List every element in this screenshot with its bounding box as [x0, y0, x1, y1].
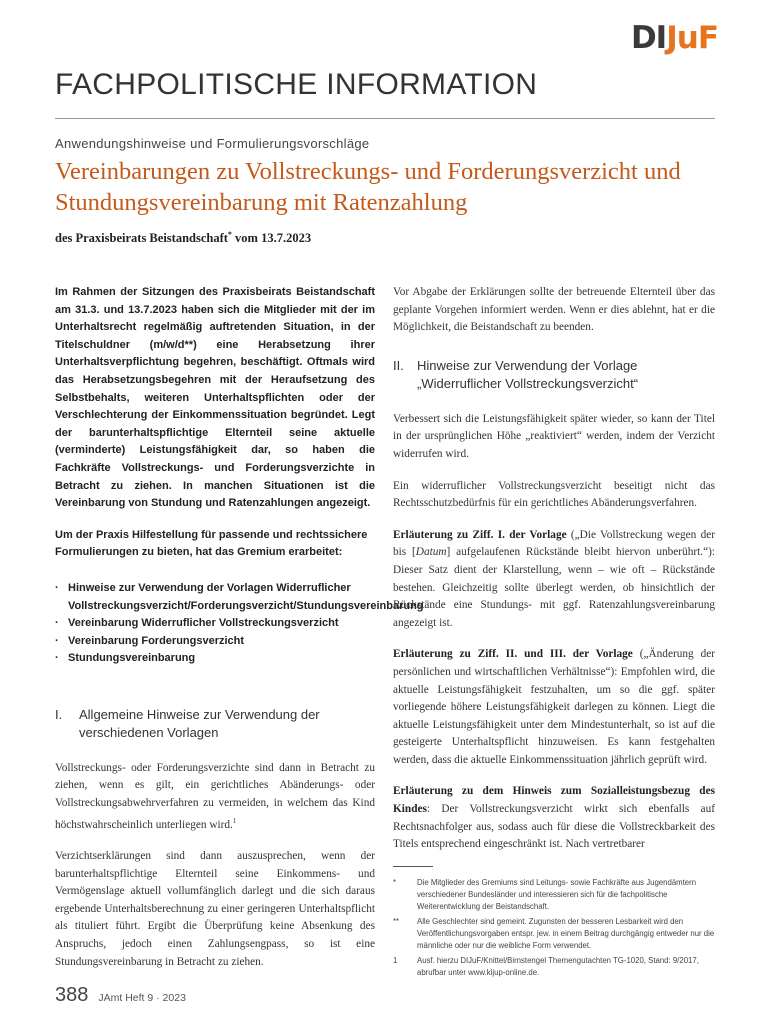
section-title: Hinweise zur Verwendung der Vorlage „Widerruflicher Vollstreckungsverzicht“	[417, 357, 639, 391]
section-header: FACHPOLITISCHE INFORMATION	[55, 68, 538, 101]
page-number: 388	[55, 984, 89, 1006]
paragraph-text: Vollstreckungs- oder Forderungsverzichte sind dann in Betracht zu ziehen, wenn es gilt, ein gerichtliches Abänderungs- oder Vollstreckungsabwehrverfahren zu vermeiden, in welchem das Kind höchstwahrscheinlich unterliegen wird.	[55, 761, 375, 831]
paragraph-lead: Erläuterung zu dem Hinweis zum Sozialleistungsbezug des Kindes	[393, 785, 715, 816]
paragraph-text: ] aufgelaufenen Rückstände bleibt hiervon unberührt.“): Dieser Satz dient der Klarstellung, wenn – wie oft – Rückstände bestehen. Gleichzeitig sollte überlegt werden, ob hinsichtlich der Rückstände eine Stundungs- mit ggf. Ratenzahlungsvereinbarung angezeigt ist.	[393, 546, 715, 629]
byline-date: vom 13.7.2023	[231, 231, 312, 246]
bullet-list	[55, 580, 424, 668]
body-paragraph	[393, 646, 715, 769]
footnote-mark: *	[393, 877, 397, 887]
kicker: Anwendungshinweise und Formulierungsvorschläge	[55, 136, 370, 151]
paragraph-text: („Die Vollstreckung wegen der bis [	[393, 528, 715, 559]
header-divider	[55, 118, 715, 119]
footnote-mark: 1	[393, 955, 398, 965]
footnote-text: Die Mitglieder des Gremiums sind Leitungs- sowie Fachkräfte aus Jugendämtern verschiedener Bundesländer und interessieren sich für die fachpolitische Weiterentwicklung der Beistandschaft.	[417, 877, 697, 911]
page-footer	[55, 984, 186, 1007]
body-paragraph: Verbessert sich die Leistungsfähigkeit später wieder, so kann der Titel in der ursprünglichen Höhe „reaktiviert“ werden, indem der Verzicht widerrufen wird.	[393, 412, 715, 460]
footnote-ref: 1	[232, 816, 237, 825]
byline	[55, 230, 311, 246]
list-item: · Hinweise zur Verwendung der Vorlagen Widerruflicher Vollstreckungsverzicht/Forderungsverzicht/Stundungsvereinbarung	[55, 580, 375, 615]
placeholder-term: Datum	[415, 546, 447, 559]
section-title: Allgemeine Hinweise zur Verwendung der verschiedenen Vorlagen	[79, 706, 320, 740]
lead-paragraph-2: Um der Praxis Hilfestellung für passende und rechtssichere Formulierungen zu bieten, hat das Gremium erarbeitet:	[55, 528, 368, 559]
section-number: I.	[55, 706, 63, 722]
lead-paragraph-1: Im Rahmen der Sitzungen des Praxisbeirats Beistandschaft am 31.3. und 13.7.2023 haben sich die Mitglieder mit der im Unterhaltsrecht regelmäßig auftretenden Situation, in der Titelschuldner (m/w/d**) eine Herabsetzung ihrer Unterhaltsverpflichtung begehren, beschäftigt. Oftmals wird das Herabsetzungsbegehren mit der Heraufsetzung des Selbstbehalts, weiteren Unterhaltspflichten oder der Verschlechterung der Einkommenssituation begründet. Legt der barunterhaltspflichtige Elternteil seine aktuelle (verminderte) Leistungsfähigkeit dar, so haben die Fachkräfte Vollstreckungs- und Forderungsverzichte in Betracht zu ziehen. In manchen Situationen ist die Vereinbarung von Stundung und Ratenzahlungen angezeigt.	[55, 286, 375, 510]
footnote-text: Alle Geschlechter sind gemeint. Zugunsten der besseren Lesbarkeit wird den Veröffentlichungsvorgaben entspr. jew. in einem Beitrag durchgängig entweder nur die männliche oder nur die weibliche Form verwendet.	[417, 916, 715, 950]
list-item: · Vereinbarung Widerruflicher Vollstreckungsverzicht	[55, 615, 375, 633]
footnote-text: Ausf. hierzu DIJuF/Knittel/Birnstengel Themengutachten TG-1020, Stand: 9/2017, abrufbar unter www.kijup-online.de.	[417, 955, 699, 977]
list-item: · Stundungsvereinbarung	[55, 650, 375, 668]
footnote	[393, 877, 715, 913]
list-item: · Vereinbarung Forderungsverzicht	[55, 633, 375, 651]
paragraph-text: : Der Vollstreckungsverzicht wirkt sich ebenfalls auf Rechtsnachfolger aus, sodass auch für diese die Vollstreckbarkeit des Titels entsprechend eingeschränkt ist. Nach vertretbarer	[393, 803, 715, 851]
paragraph-lead: Erläuterung zu Ziff. II. und III. der Vorlage	[393, 648, 633, 661]
article-title: Vereinbarungen zu Vollstreckungs- und Forderungsverzicht und Stundungsvereinbarung mit Ratenzahlung	[55, 158, 681, 216]
footnote	[393, 916, 715, 952]
right-column	[393, 284, 715, 982]
footnote	[393, 955, 715, 979]
footnote-mark: **	[393, 916, 400, 926]
byline-text: des Praxisbeirats Beistandschaft	[55, 231, 228, 246]
paragraph-lead: Erläuterung zu Ziff. I. der Vorlage	[393, 528, 567, 541]
paragraph-text: („Änderung der persönlichen und wirtschaftlichen Verhältnisse“): Empfohlen wird, die aktuelle Leistungsfähigkeit festzuhalten, um so die ggf. später vorliegende höhere Leistungsfähigkeit darlegen zu können. Liegt die aktuelle Leistungsfähigkeit unter dem Mindestunterhalt, so ist auf die gesteigerte Unterhaltspflicht hinzuweisen. Es kann festgehalten werden, dass die aktuelle Einkommenssituation jährlich geprüft wird.	[393, 648, 715, 766]
body-paragraph: Verzichtserklärungen sind dann auszusprechen, wenn der barunterhaltspflichtige Elternteil seine Einkommens- und Vermögenslage aktuell vollumfänglich darlegt und die sich daraus ergebende Unterhaltsberechnung zu einer geringeren Unterhaltspflicht als tituliert führt. Ergibt die Überprüfung keine Absenkung des Anspruchs, jedoch einen Zahlungsengpass, so ist eine Stundungsvereinbarung in Betracht zu ziehen.	[55, 850, 375, 968]
body-paragraph: Ein widerruflicher Vollstreckungsverzicht beseitigt nicht das Rechtsschutzbedürfnis für ein gerichtliches Abänderungsverfahren.	[393, 479, 715, 510]
body-paragraph: Vor Abgabe der Erklärungen sollte der betreuende Elternteil über das geplante Vorgehen informiert werden. Wenn er dies ablehnt, hat er die Möglichkeit, die Beistandschaft zu beenden.	[393, 286, 715, 334]
body-paragraph	[55, 760, 375, 834]
body-paragraph	[393, 783, 715, 853]
footnote-divider	[393, 866, 433, 867]
section-heading-2	[393, 357, 715, 393]
journal-info: JAmt Heft 9 · 2023	[98, 992, 186, 1004]
dijuf-logo	[631, 20, 718, 56]
footnotes	[393, 877, 715, 979]
section-number: II.	[393, 357, 404, 373]
logo-part-juf: JuF	[666, 20, 718, 56]
section-heading-1	[55, 706, 375, 742]
body-paragraph	[393, 527, 715, 633]
logo-part-di: DI	[630, 20, 667, 56]
byline-footnote-marker: *	[227, 230, 232, 239]
